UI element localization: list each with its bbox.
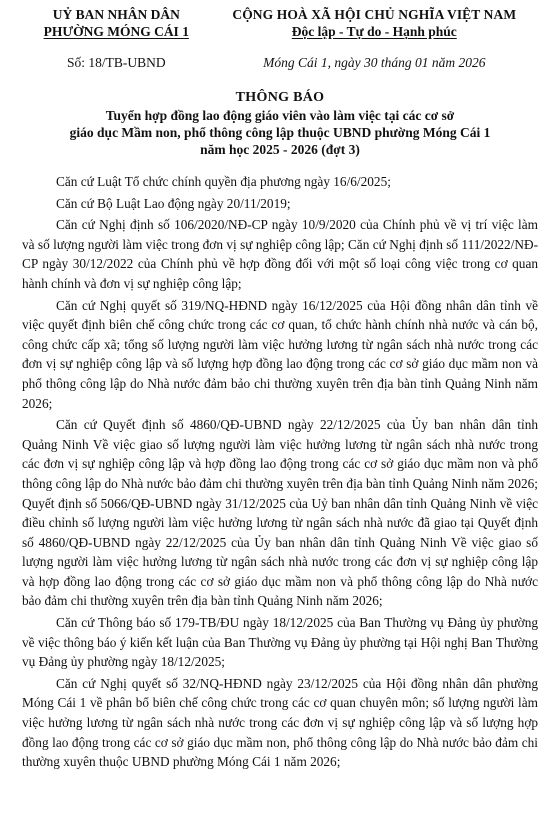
legal-basis-paragraph: Căn cứ Bộ Luật Lao động ngày 20/11/2019; xyxy=(56,195,291,211)
document-header xyxy=(22,6,538,40)
subject-line-2: giáo dục Mầm non, phổ thông công lập thuộc UBND phường Móng Cái 1 xyxy=(69,125,491,140)
legal-basis-paragraph: Căn cứ Quyết định số 4860/QĐ-UBND ngày 22/12/2025 của Ủy ban nhân dân tỉnh Quảng Ninh Về việc giao số lượng người làm việc hưởng lương từ ngân sách nhà nước trong các đơn vị sự nghiệp công lập và hợp đồng lao động trong các cơ sở giáo dục mầm non và phổ thông công lập do Nhà nước bảo đảm chi thường xuyên trên địa bàn tỉnh Quảng Ninh năm 2026; Quyết định số 5066/QĐ-UBND ngày 31/12/2025 của Uỷ ban nhân dân tỉnh Quảng Ninh về việc điều chỉnh số lượng người làm việc hưởng lương từ ngân sách nhà nước đã giao tại Quyết định số 4860/QĐ-UBND ngày 22/12/2025 của Ủy ban nhân dân tỉnh Quảng Ninh Về việc giao số lượng người làm việc hưởng lương từ ngân sách nhà nước trong các đơn vị sự nghiệp công lập và hợp đồng lao động trong các cơ sở giáo dục mầm non và phổ thông công lập do Nhà nước bảo đảm chi thường xuyên trên địa bàn tỉnh Quảng Ninh năm 2026; xyxy=(22,417,538,609)
document-type: THÔNG BÁO xyxy=(235,90,325,105)
subject-line-3: năm học 2025 - 2026 (đợt 3) xyxy=(200,142,360,157)
legal-basis-paragraph: Căn cứ Nghị định số 106/2020/NĐ-CP ngày 10/9/2020 của Chính phủ về vị trí việc làm và số lượng người làm việc trong đơn vị sự nghiệp công lập; Căn cứ Nghị định số 111/2022/NĐ-CP ngày 30/12/2022 của Chính phủ về hợp đồng đối với một số loại công việc trong cơ quan hành chính và đơn vị sự nghiệp công lập; xyxy=(22,217,538,291)
legal-basis-paragraph: Căn cứ Nghị quyết số 319/NQ-HĐND ngày 16/12/2025 của Hội đồng nhân dân tỉnh về việc quyết định biên chế công chức trong các cơ quan, tổ chức hành chính nhà nước và cán bộ, công chức cấp xã; tổng số lượng người làm việc hưởng lương từ ngân sách nhà nước trong các đơn vị sự nghiệp công lập và số lượng hợp đồng lao động trong các cơ sở giáo dục mầm non và phổ thông công lập do Nhà nước đảm bảo chi thường xuyên trên địa bàn tỉnh Quảng Ninh năm 2026; xyxy=(22,297,538,411)
document-number: Số: 18/TB-UBND xyxy=(66,55,166,70)
authority-name-line1: UỶ BAN NHÂN DÂN xyxy=(52,7,180,22)
document-meta xyxy=(22,55,538,71)
document-body xyxy=(22,172,538,772)
legal-basis-paragraph: Căn cứ Nghị quyết số 32/NQ-HĐND ngày 23/12/2025 của Hội đồng nhân dân phường Móng Cái 1 về phân bổ biên chế công chức trong các cơ quan chuyên môn; số lượng người làm việc hưởng lương từ ngân sách nhà nước trong các đơn vị sự nghiệp công lập và số lượng hợp đồng lao động trong các cơ sở giáo dục mầm non, phổ thông công lập do Nhà nước bảo đảm chi thường xuyên thuộc UBND phường Móng Cái 1 năm 2026; xyxy=(22,675,538,770)
nation-name: CỘNG HOÀ XÃ HỘI CHỦ NGHĨA VIỆT NAM xyxy=(232,7,517,22)
subject-line-1: Tuyển hợp đồng lao động giáo viên vào làm việc tại các cơ sở xyxy=(105,108,455,123)
legal-basis-paragraph: Căn cứ Thông báo số 179-TB/ĐU ngày 18/12/2025 của Ban Thường vụ Đảng ủy phường về việc thông báo ý kiến kết luận của Ban Thường vụ Đảng ủy phường tại Hội nghị Ban Thường vụ Đảng ủy phường ngày 18/12/2025; xyxy=(22,615,538,670)
national-title xyxy=(211,6,538,40)
authority-name-line2: PHƯỜNG MÓNG CÁI 1 xyxy=(43,24,189,39)
document-title-block xyxy=(22,89,538,158)
issuing-authority xyxy=(22,6,211,40)
place-and-date: Móng Cái 1, ngày 30 tháng 01 năm 2026 xyxy=(263,55,486,70)
national-motto: Độc lập - Tự do - Hạnh phúc xyxy=(291,24,457,39)
legal-basis-paragraph: Căn cứ Luật Tổ chức chính quyền địa phương ngày 16/6/2025; xyxy=(56,174,391,189)
